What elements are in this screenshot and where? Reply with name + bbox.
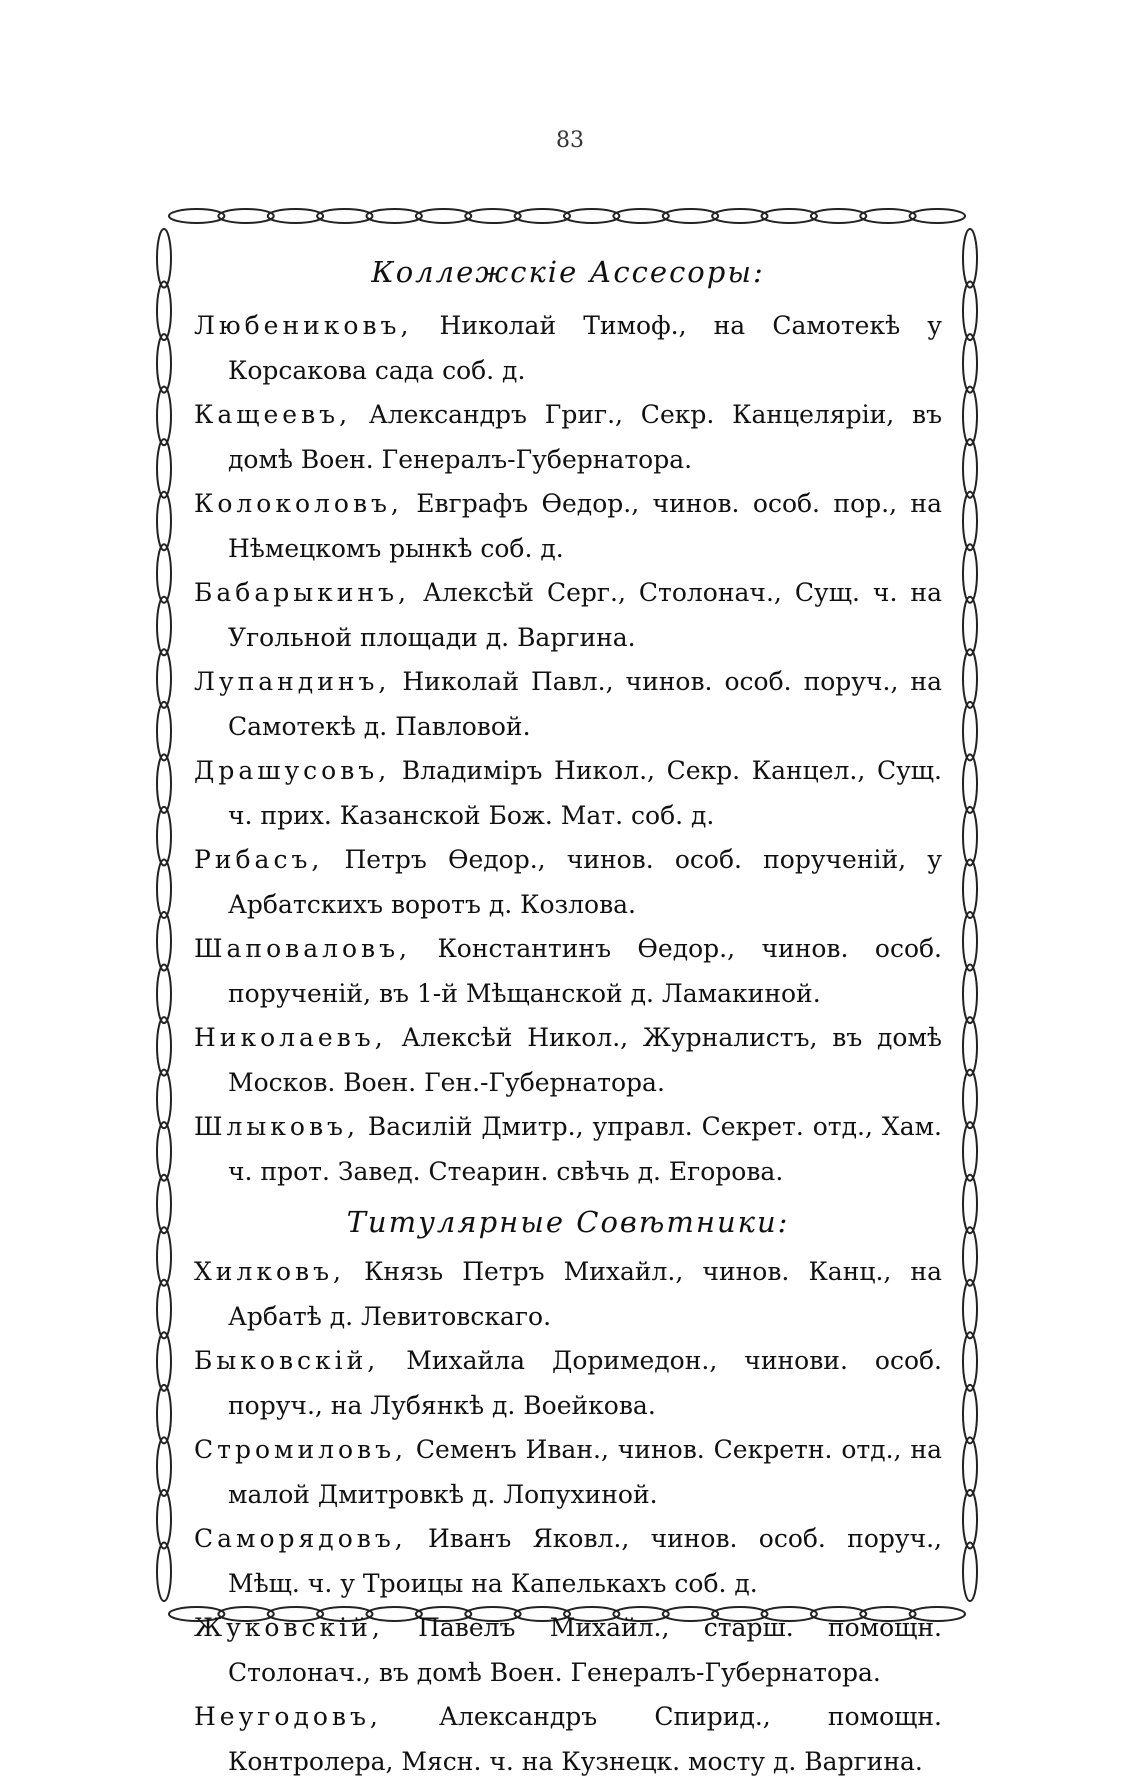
list-item xyxy=(194,838,942,927)
entry-details: Василій Дмитр., управл. Секрет. отд., Хам. ч. прот. Завед. Стеарин. свѣчь д. Егорова. xyxy=(228,1112,942,1186)
entry-details: Иванъ Яковл., чинов. особ. поруч., Мѣщ. ч. у Троицы на Капелькахъ соб. д. xyxy=(228,1524,942,1598)
chain-link xyxy=(963,965,977,1024)
entry-details: Михайла Доримедон., чинови. особ. поруч., на Лубянкѣ д. Воейкова. xyxy=(228,1346,942,1420)
chain-link xyxy=(157,492,171,551)
chain-link xyxy=(613,209,668,223)
chain-link xyxy=(157,965,171,1024)
surname: Стромиловъ, xyxy=(194,1435,407,1464)
surname: Драшусовъ, xyxy=(194,756,391,785)
chain-link xyxy=(963,1437,977,1496)
chain-link xyxy=(860,209,915,223)
surname: Кащеевъ, xyxy=(194,400,352,429)
chain-link xyxy=(963,754,977,813)
chain-link xyxy=(157,282,171,341)
list-item xyxy=(194,1428,942,1517)
chain-link xyxy=(157,649,171,708)
chain-link xyxy=(157,439,171,498)
ornamental-frame xyxy=(152,200,982,1776)
entry-details: Александръ Спирид., помощн. Контролера, Мясн. ч. на Кузнецк. мосту д. Варгина. xyxy=(228,1702,942,1776)
chain-link xyxy=(963,439,977,498)
list-item xyxy=(194,1606,942,1695)
surname: Жуковскій, xyxy=(194,1613,384,1642)
chain-link xyxy=(963,229,977,288)
chain-link xyxy=(157,1122,171,1181)
chain-link xyxy=(963,1175,977,1234)
chain-link xyxy=(963,544,977,603)
entry-details: Петръ Өедор., чинов. особ. порученій, у Арбатскихъ воротъ д. Козлова. xyxy=(228,845,942,919)
chain-link xyxy=(157,1017,171,1076)
chain-link xyxy=(157,544,171,603)
surname: Неугодовъ, xyxy=(194,1702,382,1731)
surname: Саморядовъ, xyxy=(194,1524,407,1553)
chain-link xyxy=(963,1280,977,1339)
entry-details: Князь Петръ Михайл., чинов. Канц., на Арбатѣ д. Левитовскаго. xyxy=(228,1257,942,1331)
section-heading: Коллежскіе Ассесоры: xyxy=(371,255,765,289)
chain-link xyxy=(157,859,171,918)
entry-details: Николай Тимоф., на Самотекѣ у Корсакова сада соб. д. xyxy=(228,311,942,385)
section-titular-councillors xyxy=(194,1200,942,1784)
chain-link xyxy=(963,1332,977,1391)
list-item xyxy=(194,927,942,1016)
entry-details: Константинъ Өедор., чинов. особ. порученій, въ 1-й Мѣщанской д. Ламакиной. xyxy=(228,934,942,1008)
chain-link xyxy=(963,912,977,971)
list-item xyxy=(194,1016,942,1105)
list-item xyxy=(194,571,942,660)
surname: Бабарыкинъ, xyxy=(194,578,410,607)
section-collegiate-assessors xyxy=(194,250,942,1194)
chain-link xyxy=(157,912,171,971)
list-item xyxy=(194,393,942,482)
surname: Шаповаловъ, xyxy=(194,934,411,963)
chain-link xyxy=(465,209,520,223)
surname: Колоколовъ, xyxy=(194,489,403,518)
list-item xyxy=(194,1250,942,1339)
chain-link xyxy=(157,597,171,656)
chain-link xyxy=(663,209,718,223)
chain-link xyxy=(169,209,224,223)
chain-link xyxy=(268,209,323,223)
chain-link xyxy=(963,597,977,656)
surname: Быковскій, xyxy=(194,1346,380,1375)
chain-link xyxy=(157,1437,171,1496)
chain-link xyxy=(963,859,977,918)
chain-link xyxy=(157,807,171,866)
list-item xyxy=(194,1695,942,1784)
chain-link xyxy=(157,754,171,813)
entry-details: Алексѣй Никол., Журналистъ, въ домѣ Москов. Воен. Ген.-Губернатора. xyxy=(228,1023,942,1097)
chain-link xyxy=(367,209,422,223)
chain-link xyxy=(157,387,171,446)
list-item xyxy=(194,304,942,393)
entry-details: Николай Павл., чинов. особ. поруч., на Самотекѣ д. Павловой. xyxy=(228,667,943,741)
surname: Николаевъ, xyxy=(194,1023,387,1052)
chain-link xyxy=(157,1070,171,1129)
list-item xyxy=(194,749,942,838)
chain-link xyxy=(963,1122,977,1181)
chain-link xyxy=(910,209,965,223)
chain-link xyxy=(963,807,977,866)
chain-link xyxy=(515,209,570,223)
chain-link xyxy=(157,1227,171,1286)
chain-link xyxy=(762,209,817,223)
list-item xyxy=(194,482,942,571)
chain-link xyxy=(963,282,977,341)
entry-details: Александръ Григ., Секр. Канцеляріи, въ домѣ Воен. Генералъ-Губернатора. xyxy=(228,400,942,474)
chain-link xyxy=(963,1017,977,1076)
list-item xyxy=(194,1339,942,1428)
entry-details: Евграфъ Өедор., чинов. особ. пор., на Нѣмецкомъ рынкѣ соб. д. xyxy=(228,489,942,563)
entry-details: Семенъ Иван., чинов. Секретн. отд., на малой Дмитровкѣ д. Лопухиной. xyxy=(228,1435,942,1509)
chain-link xyxy=(157,1385,171,1444)
surname: Хилковъ, xyxy=(194,1257,345,1286)
register-content xyxy=(194,250,942,1784)
chain-link xyxy=(157,1175,171,1234)
chain-link xyxy=(811,209,866,223)
chain-link xyxy=(963,334,977,393)
chain-link xyxy=(157,1490,171,1549)
chain-link xyxy=(963,1490,977,1549)
entry-details: Владиміръ Никол., Секр. Канцел., Сущ. ч. прих. Казанской Бож. Мат. соб. д. xyxy=(228,756,942,830)
chain-link xyxy=(157,702,171,761)
entry-details: Павелъ Михайл., старш. помощн. Столонач., въ домѣ Воен. Генералъ-Губернатора. xyxy=(228,1613,942,1687)
surname: Любениковъ, xyxy=(194,311,413,340)
chain-link xyxy=(157,1542,171,1601)
chain-link xyxy=(157,334,171,393)
chain-link xyxy=(157,1280,171,1339)
chain-link xyxy=(564,209,619,223)
list-item xyxy=(194,1105,942,1194)
entry-details: Алексѣй Серг., Столонач., Сущ. ч. на Угольной площади д. Варгина. xyxy=(228,578,942,652)
chain-link xyxy=(963,1542,977,1601)
chain-link xyxy=(963,1385,977,1444)
chain-link xyxy=(157,229,171,288)
surname: Рибасъ, xyxy=(194,845,324,874)
list-item xyxy=(194,1517,942,1606)
chain-link xyxy=(157,1332,171,1391)
chain-link xyxy=(963,387,977,446)
chain-link xyxy=(963,702,977,761)
chain-link xyxy=(963,1227,977,1286)
page-number: 83 xyxy=(556,128,584,153)
chain-link xyxy=(963,649,977,708)
chain-link xyxy=(963,1070,977,1129)
section-heading: Титулярные Совѣтники: xyxy=(346,1205,790,1239)
surname: Лупандинъ, xyxy=(194,667,391,696)
chain-link xyxy=(317,209,372,223)
surname: Шлыковъ, xyxy=(194,1112,359,1141)
chain-link xyxy=(218,209,273,223)
chain-link xyxy=(416,209,471,223)
chain-link xyxy=(712,209,767,223)
chain-link xyxy=(963,492,977,551)
list-item xyxy=(194,660,942,749)
